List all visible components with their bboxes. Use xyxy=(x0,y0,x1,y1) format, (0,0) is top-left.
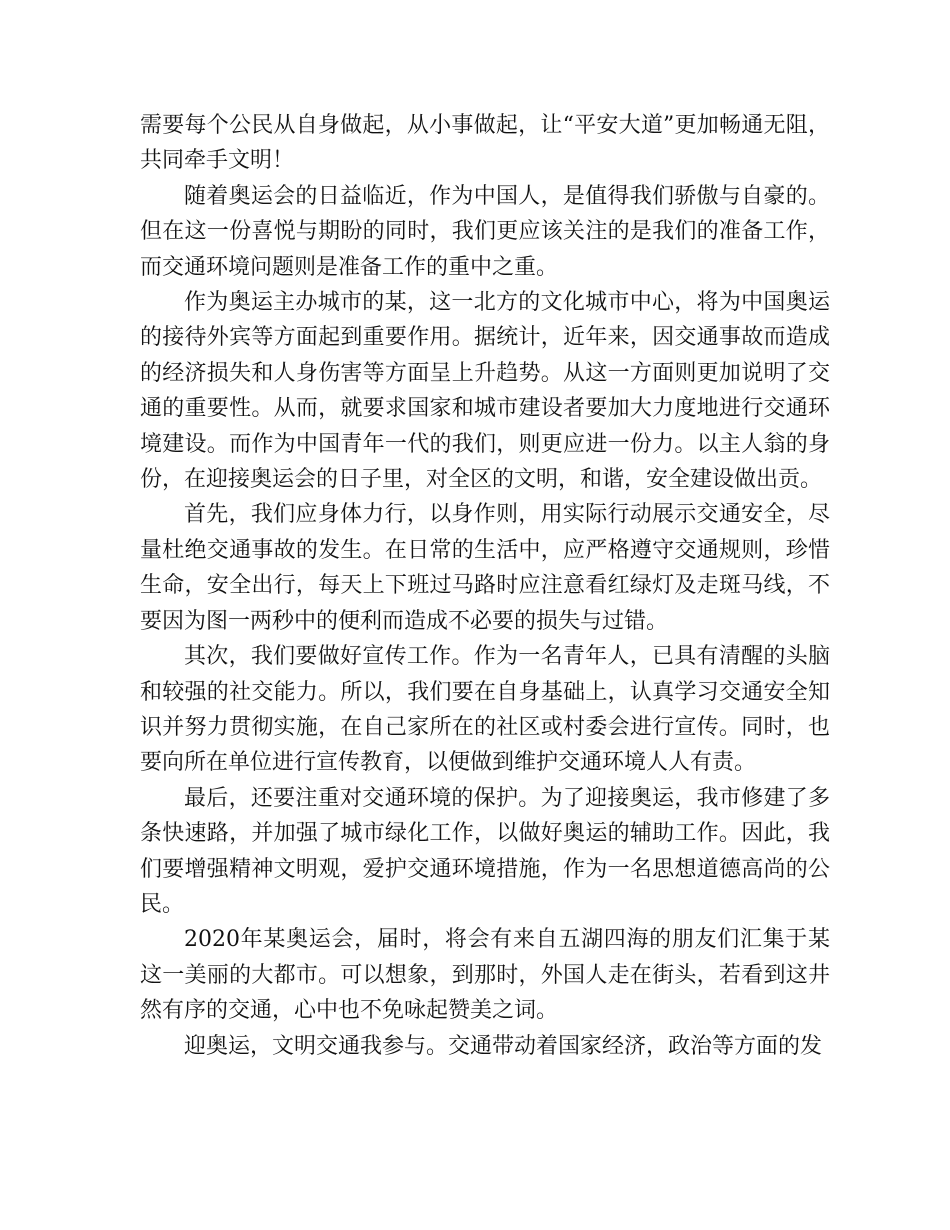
paragraph-5: 其次，我们要做好宣传工作。作为一名青年人，已具有清醒的头脑和较强的社交能力。所以，我们要在自身基础上，认真学习交通安全知识并努力贯彻实施，在自己家所在的社区或村委会进行宣传。同时，也要向所在单位进行宣传教育，以便做到维护交通环境人人有责。 xyxy=(140,644,830,776)
paragraph-4: 首先，我们应身体力行，以身作则，用实际行动展示交通安全，尽量杜绝交通事故的发生。在日常的生活中，应严格遵守交通规则，珍惜生命，安全出行，每天上下班过马路时应注意看红绿灯及走斑马线，不要因为图一两秒中的便利而造成不必要的损失与过错。 xyxy=(140,502,830,634)
paragraph-2: 随着奥运会的日益临近，作为中国人，是值得我们骄傲与自豪的。但在这一份喜悦与期盼的同时，我们更应该关注的是我们的准备工作，而交通环境问题则是准备工作的重中之重。 xyxy=(140,183,830,280)
paragraph-3: 作为奥运主办城市的某，这一北方的文化城市中心，将为中国奥运的接待外宾等方面起到重要作用。据统计，近年来，因交通事故而造成的经济损失和人身伤害等方面呈上升趋势。从这一方面则更加说明了交通的重要性。从而，就要求国家和城市建设者要加大力度地进行交通环境建设。而作为中国青年一代的我们，则更应进一份力。以主人翁的身份，在迎接奥运会的日子里，对全区的文明，和谐，安全建设做出贡。 xyxy=(140,290,830,493)
document-body xyxy=(140,108,830,1064)
paragraph-8: 迎奥运，文明交通我参与。交通带动着国家经济，政治等方面的发 xyxy=(184,1033,823,1059)
paragraph-6: 最后，还要注重对交通环境的保护。为了迎接奥运，我市修建了多条快速路，并加强了城市绿化工作，以做好奥运的辅助工作。因此，我们要增强精神文明观，爱护交通环境措施，作为一名思想道德高尚的公民。 xyxy=(140,785,830,917)
paragraph-1: 需要每个公民从自身做起，从小事做起，让“平安大道”更加畅通无阻，共同牵手文明！ xyxy=(140,113,830,174)
paragraph-7: 2020年某奥运会，届时，将会有来自五湖四海的朋友们汇集于某这一美丽的大都市。可以想象，到那时，外国人走在街头，若看到这井然有序的交通，心中也不免咏起赞美之词。 xyxy=(140,927,830,1024)
